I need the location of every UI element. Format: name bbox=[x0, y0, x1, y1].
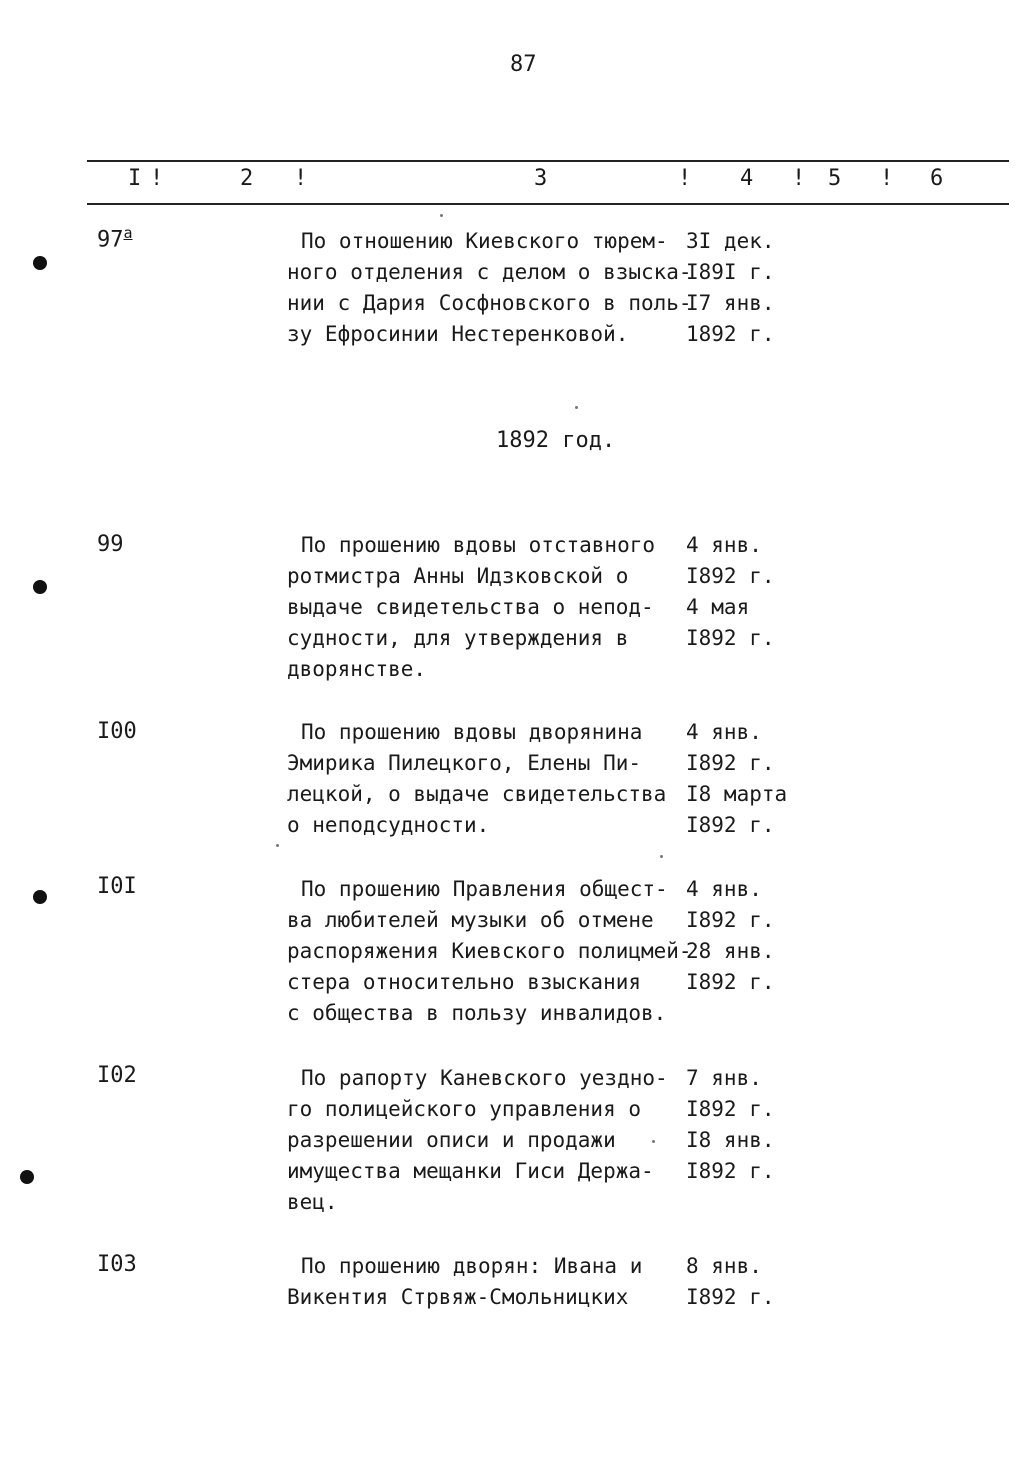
entry-dates: 4 янв. I892 г. I8 марта I892 г. bbox=[686, 720, 788, 837]
header-col-2: 2 bbox=[240, 166, 254, 191]
header-col-6: 6 bbox=[930, 166, 944, 191]
entry-dates: 4 янв. I892 г. 4 мая I892 г. bbox=[686, 533, 775, 650]
entry-dates: 3I дек. I89I г. I7 янв. 1892 г. bbox=[686, 229, 775, 346]
header-col-5: 5 bbox=[828, 166, 842, 191]
entry-dates: 8 янв. I892 г. bbox=[686, 1254, 775, 1309]
scan-speck bbox=[276, 844, 279, 847]
header-col-4: 4 bbox=[740, 166, 754, 191]
header-separator: ! bbox=[880, 166, 894, 191]
entry-number: I02 bbox=[97, 1063, 137, 1088]
header-separator: ! bbox=[792, 166, 806, 191]
entry-number: I0I bbox=[97, 874, 137, 899]
entry-description: По прошению дворян: Ивана и Викентия Стрвяж-Смольницких bbox=[287, 1254, 643, 1309]
punch-hole bbox=[33, 580, 47, 594]
scan-speck bbox=[440, 214, 443, 217]
header-col-1: I bbox=[128, 166, 142, 191]
scan-speck bbox=[660, 855, 663, 858]
scan-speck bbox=[652, 1140, 655, 1143]
header-col-3: 3 bbox=[534, 166, 548, 191]
entry-number: I00 bbox=[97, 719, 137, 744]
entry-number: 99 bbox=[97, 532, 124, 557]
entry-description: По прошению Правления общест- ва любителей музыки об отмене распоряжения Киевского полицмей- стера относительно взыскания с общества в пользу инвалидов. bbox=[287, 877, 692, 1025]
entry-number: $97^а$ bbox=[97, 224, 133, 253]
entry-dates: 7 янв. I892 г. I8 янв. I892 г. bbox=[686, 1066, 775, 1183]
table-header-rule bbox=[87, 203, 1009, 205]
entry-number: I03 bbox=[97, 1252, 137, 1277]
scan-speck bbox=[575, 406, 578, 409]
entry-description: По прошению вдовы отставного ротмистра Анны Идзковской о выдаче свидетельства о непод- судности, для утверждения в дворянстве. bbox=[287, 533, 656, 681]
header-separator: ! bbox=[294, 166, 308, 191]
header-separator: ! bbox=[150, 166, 164, 191]
year-heading: 1892 год. bbox=[496, 428, 616, 453]
entry-description: По прошению вдовы дворянина Эмирика Пилецкого, Елены Пи- лецкой, о выдаче свидетельства о неподсудности. bbox=[287, 720, 667, 837]
entry-description: По рапорту Каневского уездно- го полицейского управления о разрешении описи и продажи имущества мещанки Гиси Держа- вец. bbox=[287, 1066, 668, 1214]
page-number: 87 bbox=[510, 52, 537, 77]
table-header bbox=[0, 166, 1024, 196]
punch-hole bbox=[20, 1170, 34, 1184]
table-top-rule bbox=[87, 160, 1009, 162]
punch-hole bbox=[33, 256, 47, 270]
entry-dates: 4 янв. I892 г. 28 янв. I892 г. bbox=[686, 877, 775, 994]
punch-hole bbox=[33, 890, 47, 904]
header-separator: ! bbox=[678, 166, 692, 191]
entry-description: По отношению Киевского тюрем- ного отделения с делом о взыска- нии с Дария Сосфновского в поль- зу Ефросинии Нестеренковой. bbox=[287, 229, 692, 346]
